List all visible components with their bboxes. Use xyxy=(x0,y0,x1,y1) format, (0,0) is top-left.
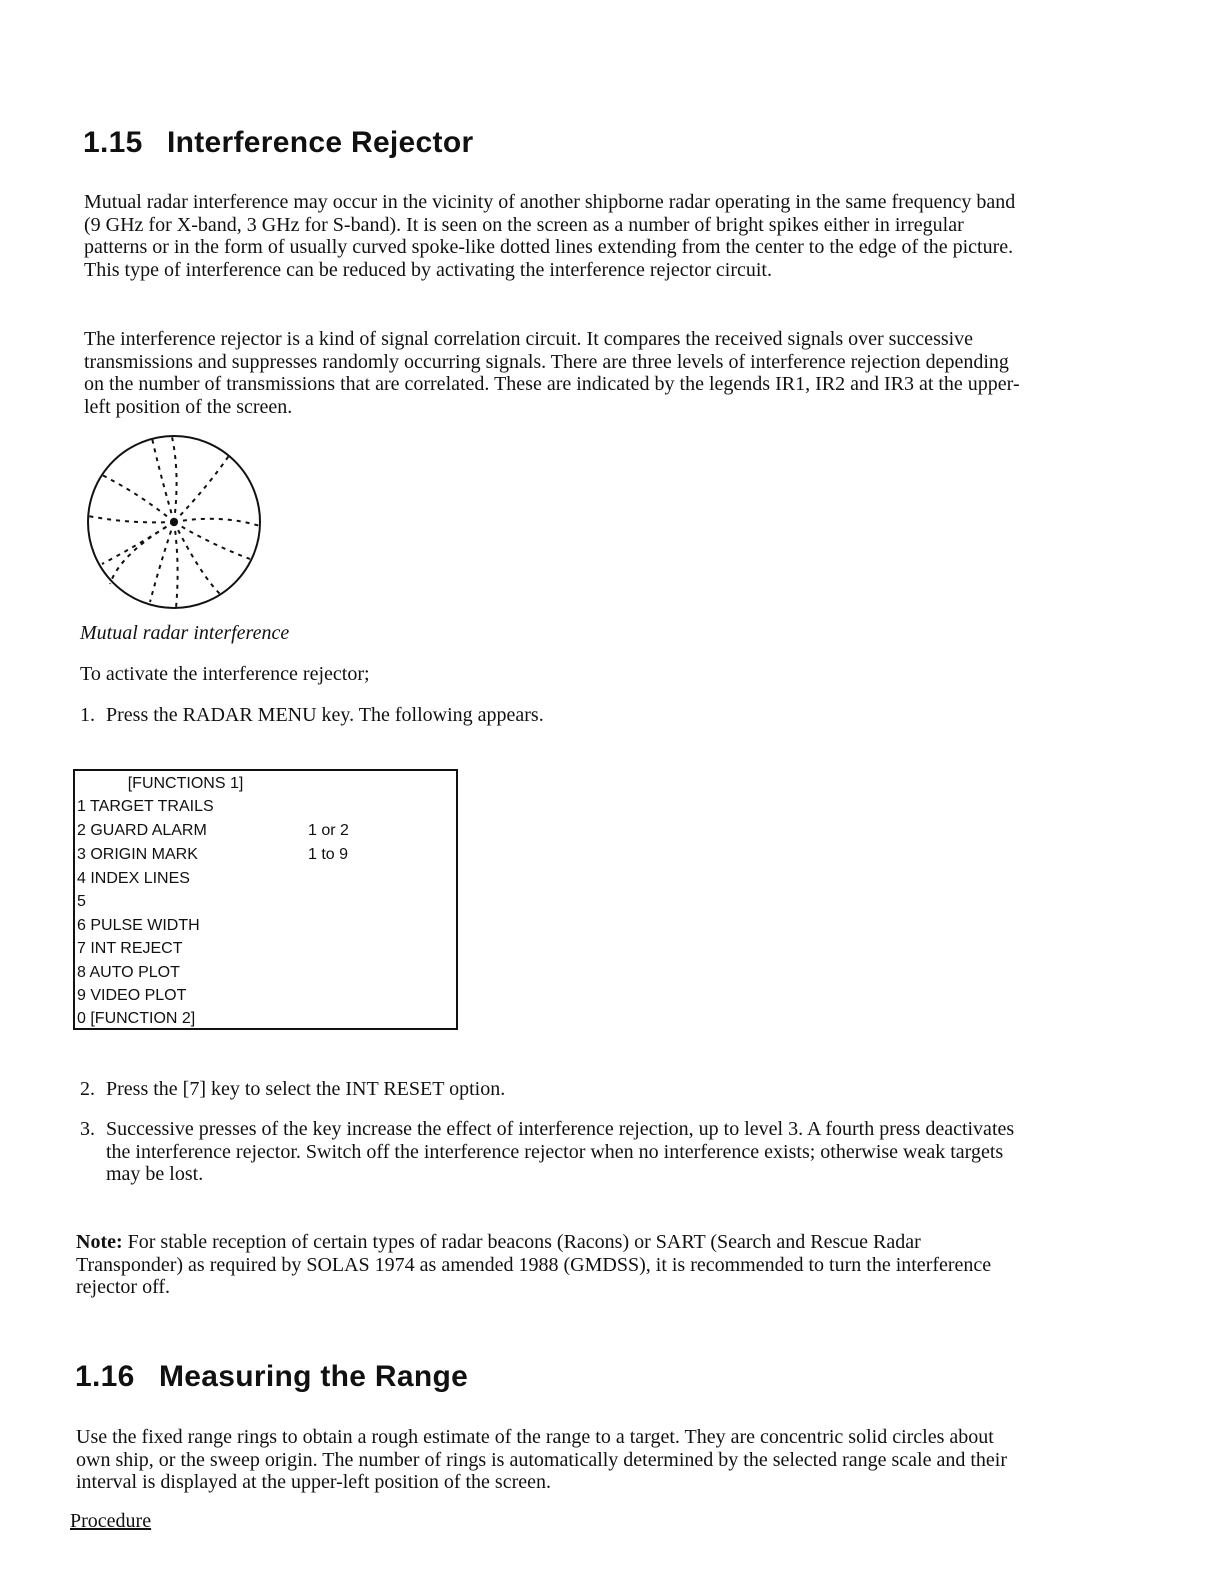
step-1 xyxy=(80,704,1020,727)
section-115-title: Interference Rejector xyxy=(167,126,474,159)
functions-menu-display xyxy=(73,769,458,1030)
note-label: Note: xyxy=(76,1231,123,1253)
menu-value-guard-alarm: 1 or 2 xyxy=(308,822,349,839)
section-116-number: 1.16 xyxy=(75,1360,135,1393)
figure-caption: Mutual radar interference xyxy=(80,622,290,644)
menu-item-function-2: 0 [FUNCTION 2] xyxy=(77,1010,196,1027)
step-3 xyxy=(80,1118,1020,1186)
menu-item-auto-plot: 8 AUTO PLOT xyxy=(77,964,180,981)
menu-item-guard-alarm: 2 GUARD ALARM xyxy=(77,822,207,839)
step-1-number: 1. xyxy=(80,704,95,726)
step-3-number: 3. xyxy=(80,1118,95,1140)
step-1-text: Press the RADAR MENU key. The following appears. xyxy=(106,704,544,726)
section-115-heading xyxy=(83,126,473,160)
note-paragraph xyxy=(76,1231,1021,1299)
menu-item-video-plot: 9 VIDEO PLOT xyxy=(77,987,187,1004)
procedure-heading: Procedure xyxy=(70,1510,152,1532)
menu-title: [FUNCTIONS 1] xyxy=(127,775,244,792)
note-text: For stable reception of certain types of radar beacons (Racons) or SART (Search and Rescue Radar Transponder) as required by SOLAS 1974 as amended 1988 (GMDSS), it is recommended to turn the interference rejector off. xyxy=(76,1231,992,1298)
procedure-intro: To activate the interference rejector; xyxy=(80,663,370,685)
section-115-paragraph-1: Mutual radar interference may occur in the vicinity of another shipborne radar operating in the same frequency band (9 GHz for X-band, 3 GHz for S-band). It is seen on the screen as a number of bright spikes either in irregular patterns or in the form of usually curved spoke-like dotted lines extending from the center to the edge of the picture. This type of interference can be reduced by activating the interference rejector circuit. xyxy=(84,191,1016,281)
section-115-paragraph-2: The interference rejector is a kind of signal correlation circuit. It compares the received signals over successive transmissions and suppresses randomly occurring signals. There are three levels of interference rejection depending on the number of transmissions that are correlated. These are indicated by the legends IR1, IR2 and IR3 at the upper-left position of the screen. xyxy=(84,328,1020,418)
menu-item-int-reject: 7 INT REJECT xyxy=(77,940,183,957)
section-116-title: Measuring the Range xyxy=(159,1360,469,1393)
menu-value-origin-mark: 1 to 9 xyxy=(308,846,349,863)
radar-interference-figure xyxy=(80,434,280,614)
menu-item-target-trails: 1 TARGET TRAILS xyxy=(77,798,214,815)
step-2 xyxy=(80,1078,1020,1101)
step-2-text: Press the [7] key to select the INT RESET option. xyxy=(106,1078,506,1100)
menu-item-pulse-width: 6 PULSE WIDTH xyxy=(77,917,200,934)
section-115-number: 1.15 xyxy=(83,126,143,159)
step-2-number: 2. xyxy=(80,1078,95,1100)
sweep-origin xyxy=(170,518,178,526)
menu-item-index-lines: 4 INDEX LINES xyxy=(77,870,190,887)
menu-item-5: 5 xyxy=(77,893,86,910)
section-116-paragraph-1: Use the fixed range rings to obtain a rough estimate of the range to a target. They are concentric solid circles about own ship, or the sweep origin. The number of rings is automatically determined by the selected range scale and their interval is displayed at the upper-left position of the screen. xyxy=(76,1426,1008,1493)
menu-item-origin-mark: 3 ORIGIN MARK xyxy=(77,846,198,863)
step-3-text: Successive presses of the key increase the effect of interference rejection, up to level 3. A fourth press deactivates the interference rejector. Switch off the interference rejector when no interference exists; otherwise weak targets may be lost. xyxy=(106,1118,1015,1185)
section-116-heading xyxy=(75,1360,468,1394)
